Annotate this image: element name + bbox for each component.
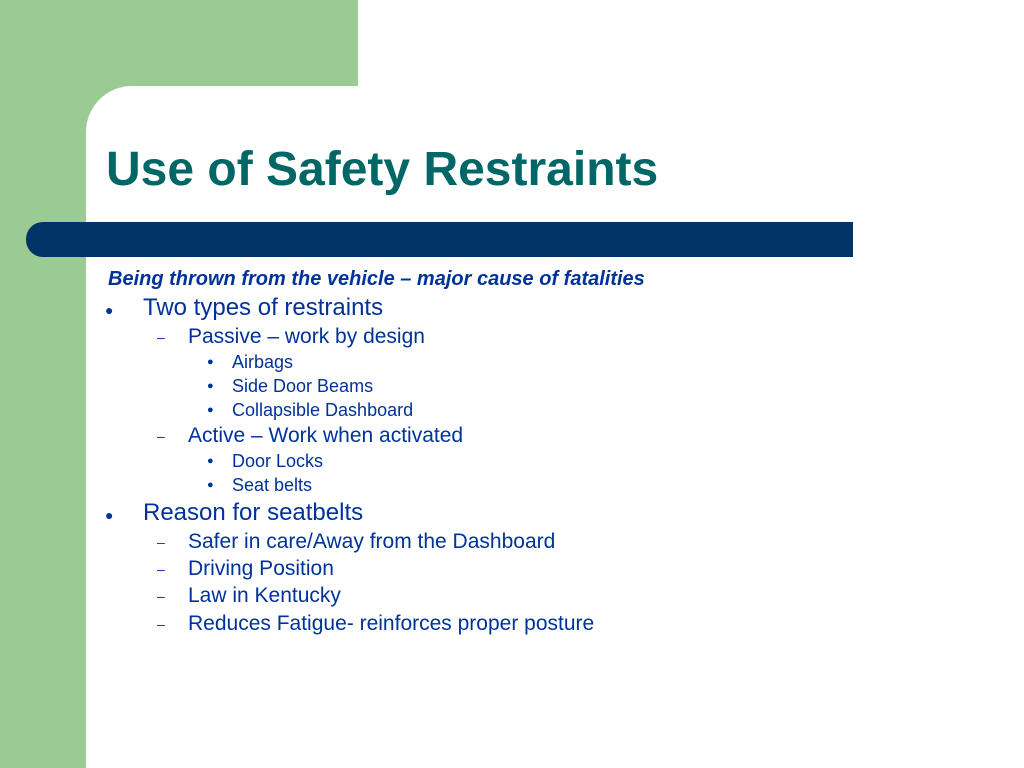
list-item: Driving Position [188, 557, 334, 580]
slide-title: Use of Safety Restraints [106, 143, 659, 196]
list-item: Two types of restraints [143, 294, 384, 321]
dash-bullet-icon: – [157, 616, 165, 632]
list-item-label: Door Locks [232, 451, 324, 471]
title-divider-bar [26, 222, 853, 257]
bullet-dot-icon: ● [105, 302, 114, 318]
bullet-dot-icon: ● [105, 507, 114, 523]
list-item: Law in Kentucky [188, 584, 341, 607]
dash-bullet-icon: – [157, 329, 165, 345]
list-item-label: Side Door Beams [232, 376, 374, 396]
list-item: Safer in care/Away from the Dashboard [188, 530, 556, 553]
list-item: Passive – work by design [188, 325, 425, 348]
dash-bullet-icon: – [157, 561, 165, 577]
bullet-dot-icon: ● [207, 356, 214, 368]
list-item: Reason for seatbelts [143, 499, 364, 526]
list-item: Reduces Fatigue- reinforces proper posture [188, 612, 595, 635]
list-item-label: Seat belts [232, 475, 313, 495]
bullet-dot-icon: ● [207, 455, 214, 467]
dash-bullet-icon: – [157, 534, 165, 550]
list-item-label: Airbags [232, 352, 294, 372]
list-item: Active – Work when activated [188, 424, 464, 447]
list-item-label: Collapsible Dashboard [232, 400, 414, 420]
bullet-dot-icon: ● [207, 380, 214, 392]
bullet-dot-icon: ● [207, 404, 214, 416]
dash-bullet-icon: – [157, 428, 165, 444]
slide-subtitle: Being thrown from the vehicle – major cause of fatalities [108, 268, 645, 290]
dash-bullet-icon: – [157, 588, 165, 604]
bullet-dot-icon: ● [207, 479, 214, 491]
